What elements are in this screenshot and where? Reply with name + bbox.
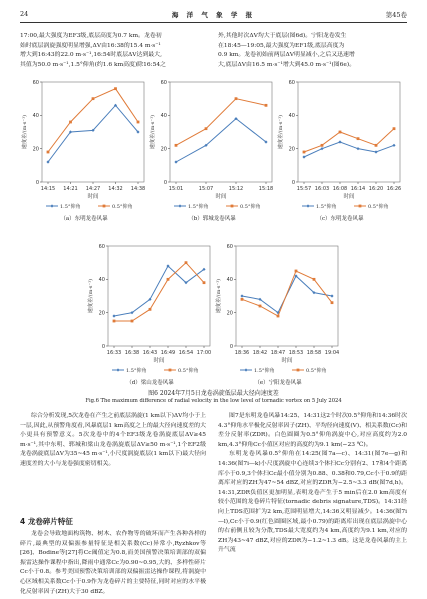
legend-label: 0.5°仰角: [240, 203, 261, 210]
legend-label: 1.5°仰角: [60, 203, 81, 210]
legend-label: 0.5°仰角: [368, 203, 389, 210]
data-point: [357, 137, 360, 140]
y-tick-label: 0: [163, 179, 167, 186]
x-tick-label: 14:32: [108, 186, 123, 192]
series-line: [304, 142, 394, 157]
data-point: [113, 320, 116, 323]
data-point: [265, 104, 268, 107]
x-axis-label: 时间: [281, 358, 293, 364]
y-tick-label: 0: [101, 343, 105, 350]
legend-label: 1.5°仰角: [126, 367, 147, 374]
x-tick-label: 15:57: [296, 186, 312, 192]
x-tick-label: 15:18: [258, 186, 274, 192]
y-tick-label: 40: [160, 113, 167, 120]
header-rule: [20, 22, 407, 23]
legend-marker: [306, 204, 309, 207]
paragraph: 龙卷会导致地面构筑物、树木、农作物等的破坏而产生各种各样的碎片,最典型的双偏振参量特征是相关系数(Cc)异常小,Ryzhkov等[26]、Bodine等[27]将Cc阈值定为0.8,而美国预警决策培训部的双偏振雷达操作课程中指出,降雨中通常Cc为0.90~0.95,大的、多样性碎片Cc小于0.8。参考美国预警决策培训部的双偏振雷达操作课程,将涡旋中心区域相关系数Cc小于0.9作为龙卷碎片的主要特征,同时对应的水平极化反射率因子(ZH)大于30 dBZ。: [20, 531, 206, 595]
y-tick-label: 40: [32, 113, 39, 120]
data-point: [235, 97, 238, 100]
y-tick-label: 0: [35, 179, 39, 186]
x-tick-label: 16:20: [368, 186, 384, 192]
series-line: [114, 263, 204, 321]
text-line: 外,其他时次ΔV均大于底层(图6d)。宁阳龙卷发生: [218, 33, 347, 39]
data-point: [313, 278, 316, 281]
x-tick-label: 15:12: [228, 186, 244, 192]
x-tick-label: 16:43: [142, 350, 158, 356]
y-axis-label: 速度差/(m·s⁻¹): [22, 114, 28, 150]
body-left-column-2: [20, 530, 206, 597]
page-number: 24: [20, 10, 29, 18]
x-tick-label: 16:38: [124, 350, 140, 356]
chart-caption: （a）东明龙卷风暴: [60, 216, 108, 222]
x-tick-label: 16:54: [178, 350, 194, 356]
data-point: [112, 314, 115, 317]
data-point: [137, 121, 140, 124]
chart-yuncheng-b: [148, 74, 276, 224]
legend-marker: [359, 205, 362, 208]
data-point: [320, 147, 323, 150]
x-axis-label: 时间: [343, 194, 355, 200]
legend-label: 0.5°仰角: [306, 367, 327, 374]
body-left-column: [20, 412, 206, 470]
x-tick-label: 14:15: [40, 186, 56, 192]
data-point: [375, 144, 378, 147]
data-point: [330, 294, 333, 297]
volume-label: 第45卷: [385, 11, 407, 19]
legend-label: 1.5°仰角: [188, 203, 209, 210]
x-axis-label: 时间: [215, 194, 227, 200]
chart-dongming-a: [20, 74, 148, 224]
data-point: [114, 87, 117, 90]
series-line: [176, 119, 266, 162]
series-line: [176, 99, 266, 146]
text-line: 17:00,最大强度为EF3级,底层高度为0.7 km。龙卷初: [20, 33, 162, 39]
y-tick-label: 60: [98, 243, 105, 250]
section-title: 4 龙卷碎片特征: [20, 517, 73, 526]
chart-liangshan-d: [86, 238, 214, 388]
legend-marker: [50, 204, 53, 207]
series-line: [304, 129, 394, 152]
legend-label: 1.5°仰角: [254, 367, 275, 374]
x-tick-label: 19:04: [324, 350, 340, 356]
x-tick-label: 18:47: [270, 350, 286, 356]
y-tick-label: 60: [288, 79, 295, 86]
y-tick-label: 20: [32, 146, 39, 153]
x-tick-label: 18:53: [288, 350, 304, 356]
data-point: [167, 278, 170, 281]
data-point: [303, 151, 306, 154]
data-point: [92, 97, 95, 100]
data-point: [302, 155, 305, 158]
data-point: [47, 151, 50, 154]
x-tick-label: 15:01: [168, 186, 184, 192]
data-point: [392, 144, 395, 147]
figure-caption-zh: 图6 2024年7月5日龙卷涡旋低层最大径向速度差: [148, 390, 279, 397]
body-right-column: [218, 412, 407, 556]
y-tick-label: 20: [288, 146, 295, 153]
x-tick-label: 18:36: [234, 350, 250, 356]
y-axis-label: 速度差/(m·s⁻¹): [216, 278, 222, 314]
series-line: [114, 266, 204, 316]
y-tick-label: 20: [226, 310, 233, 317]
text-line: 在18:45—19:05,最大强度为EF1级,底层高度为: [218, 42, 345, 49]
data-point: [131, 320, 134, 323]
data-point: [175, 144, 178, 147]
legend-marker: [116, 368, 119, 371]
page-header: [20, 10, 407, 22]
text-line: 增大到16:43的22.0 m·s⁻¹,16:54时底层ΔV达到最大,: [20, 52, 162, 59]
data-point: [205, 127, 208, 130]
legend-label: 1.5°仰角: [316, 203, 337, 210]
legend-marker: [244, 368, 247, 371]
figure-caption-en: Fig.6 The maximum difference of radial velocity in the low level of tornadic vortex on 5 July 2024: [85, 398, 342, 404]
text-line: 始时底层涡旋强度明显增强,ΔV由16:38的15.4 m·s⁻¹: [20, 42, 161, 49]
y-tick-label: 60: [32, 79, 39, 86]
data-point: [185, 261, 188, 264]
x-tick-label: 18:42: [252, 350, 268, 356]
legend-marker: [169, 369, 172, 372]
chart-caption: （e）宁阳龙卷风暴: [254, 380, 302, 386]
paragraph: 东明龙卷风暴0.5°仰角在14:25(图7a—c)、14:31(图7e—g)和14:36(图7i—k)小尺度涡旋中心连续3个体扫Cc分别有2、17和4个距离库小于0.9,3个体扫Cc最小值分别为0.88、0.38和0.79,Cc小于0.9的距离库对应的ZH为47~54 dBZ,对应的ZDR为−2.5~3.3 dB(图7d,h)。14:31,ZDR负值区更加明显,表明龙卷产生于5 min后在2.0 km高度有较小范围的龙卷碎片特征(tornadic debris signature,TDS)。14:31经向上TDS范围扩为2 km,范围明显增大,14:36又明显减少。14:36(图7i—l),Cc小于0.9(红色圆圈区域,最小0.79)的距离库出现在底层涡旋中心的右前侧且较为分散,TDS最大宽度约为4 km,高度约为9.1 km,对应的ZH为43~47 dBZ,对应的ZDR为−1.2~1.3 dB。这是龙卷风暴的主上升气流: [218, 451, 407, 554]
x-axis-label: 时间: [87, 194, 99, 200]
data-point: [374, 150, 377, 153]
chart-caption: （c）东明龙卷风暴: [316, 216, 364, 222]
data-point: [69, 121, 72, 124]
y-tick-label: 20: [160, 146, 167, 153]
line-chart: [86, 238, 214, 388]
plot-frame: [236, 246, 338, 346]
chart-caption: （b）郓城龙卷风暴: [188, 216, 236, 222]
data-point: [277, 315, 280, 318]
x-tick-label: 16:03: [314, 186, 330, 192]
data-point: [338, 140, 341, 143]
data-point: [339, 131, 342, 134]
data-point: [331, 301, 334, 304]
x-tick-label: 16:49: [160, 350, 176, 356]
x-tick-label: 16:08: [332, 186, 348, 192]
x-tick-label: 16:14: [350, 186, 366, 192]
y-tick-label: 60: [226, 243, 233, 250]
plot-frame: [108, 246, 210, 346]
legend-label: 0.5°仰角: [178, 367, 199, 374]
y-tick-label: 60: [160, 79, 167, 86]
journal-title: 海 洋 气 象 学 报: [171, 11, 256, 19]
data-point: [393, 127, 396, 130]
data-point: [259, 305, 262, 308]
text-line: 其值为50.0 m·s⁻¹,1.5°仰角(约1.6 km高度)除16:54之: [20, 61, 167, 68]
y-tick-label: 40: [288, 113, 295, 120]
legend-marker: [231, 205, 234, 208]
y-tick-label: 40: [98, 277, 105, 284]
x-tick-label: 14:38: [130, 186, 146, 192]
top-left-text: [20, 32, 206, 70]
text-line: 0.9 km。龙卷初始前两层ΔV明显减小,之后又迅速增: [218, 52, 355, 59]
paragraph: 图7是东明龙卷风暴14:25、14:31这2个时次0.5°仰角和14:36时次4.3°仰角水平极化反射率因子(ZH)、平均径向速度(V)、相关系数(Cc)和差分反射率(ZDR)。白色圆圈为0.5°仰角涡旋中心,对应高度约为2.0 km,4.3°仰角Cc小值区对应的高度约为9.1 km(−23 ℃)。: [218, 413, 407, 448]
data-point: [356, 147, 359, 150]
chart-dongming-c: [276, 74, 404, 224]
y-tick-label: 0: [291, 179, 295, 186]
x-tick-label: 15:07: [198, 186, 214, 192]
legend-label: 0.5°仰角: [112, 203, 133, 210]
y-tick-label: 0: [229, 343, 233, 350]
chart-ningyang-e: [214, 238, 342, 388]
legend-marker: [297, 369, 300, 372]
line-chart: [276, 74, 404, 224]
plot-frame: [298, 82, 400, 182]
y-tick-label: 40: [226, 277, 233, 284]
x-tick-label: 16:26: [386, 186, 402, 192]
plot-frame: [42, 82, 144, 182]
legend-marker: [178, 204, 181, 207]
x-tick-label: 16:33: [106, 350, 122, 356]
y-axis-label: 速度差/(m·s⁻¹): [88, 278, 94, 314]
data-point: [241, 298, 244, 301]
paragraph: 综合分析发现,5次龙卷在产生之前底层涡旋(1 km以下)ΔV均小于上一层,因此,从预警角度看,风暴底层1 km高度之上的最大径向速度差的大小更具有预警意义。5次龙卷中的4个EF3级龙卷涡旋底层ΔV≥45 m·s⁻¹,其中东明、郓城和梁山龙卷涡旋底层ΔV≥50 m·s⁻¹,1个EF2级龙卷涡旋底层ΔV为35~45 m·s⁻¹,小尺度涡旋底层(1 km以下)最大径向速度差的大小与龙卷强度密切相关。: [20, 413, 206, 467]
top-right-text: [218, 32, 407, 70]
data-point: [203, 281, 206, 284]
text-line: 大,底层ΔV由16.5 m·s⁻¹增大到45.0 m·s⁻¹(图6e)。: [218, 61, 356, 68]
chart-caption: （d）梁山龙卷风暴: [126, 380, 174, 386]
data-point: [295, 270, 298, 273]
data-point: [321, 144, 324, 147]
x-tick-label: 14:21: [63, 186, 78, 192]
y-axis-label: 速度差/(m·s⁻¹): [150, 114, 156, 150]
x-tick-label: 18:58: [306, 350, 322, 356]
y-axis-label: 速度差/(m·s⁻¹): [278, 114, 284, 150]
legend-marker: [103, 205, 106, 208]
line-chart: [148, 74, 276, 224]
x-axis-label: 时间: [153, 358, 165, 364]
data-point: [240, 294, 243, 297]
line-chart: [20, 74, 148, 224]
data-point: [149, 308, 152, 311]
x-tick-label: 14:27: [85, 186, 101, 192]
y-tick-label: 20: [98, 310, 105, 317]
line-chart: [214, 238, 342, 388]
x-tick-label: 17:00: [196, 350, 212, 356]
